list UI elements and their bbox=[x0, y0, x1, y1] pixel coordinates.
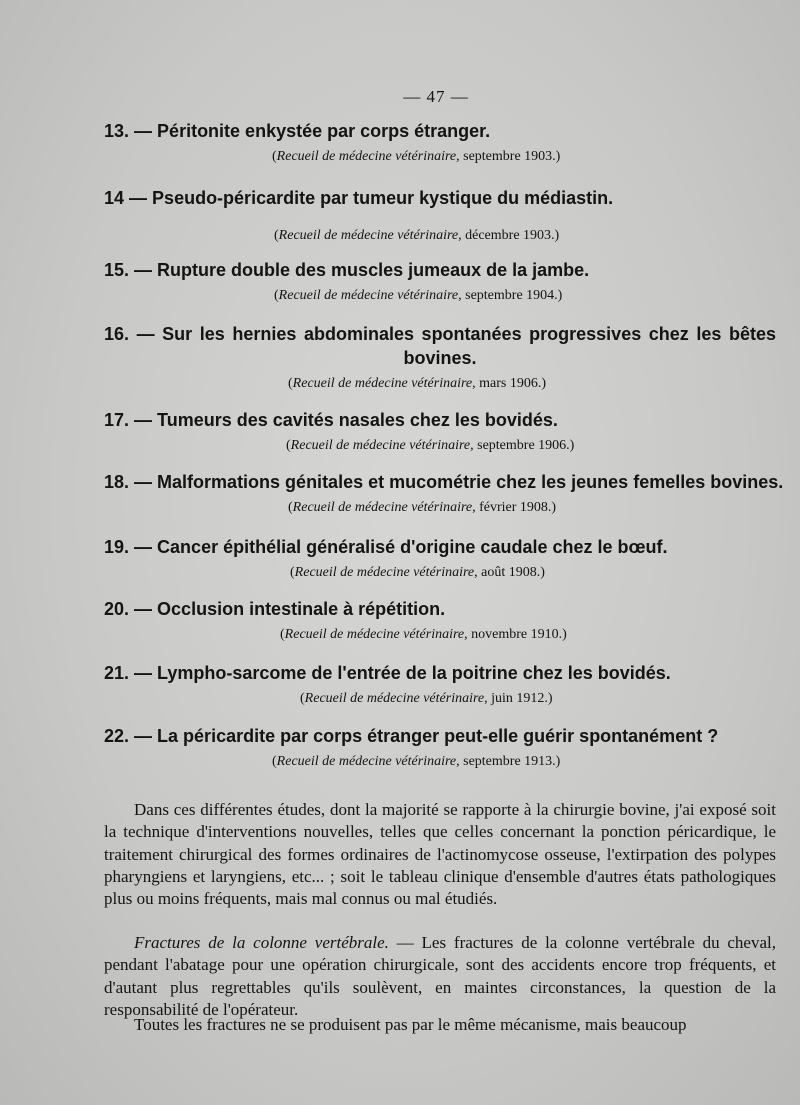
paragraph-continuation: Toutes les fractures ne se produisent pas par le même mécanisme, mais beaucoup bbox=[134, 1015, 687, 1034]
bibliography-entry-14 bbox=[104, 186, 776, 246]
entry-title bbox=[104, 535, 776, 559]
entry-source bbox=[104, 752, 776, 772]
journal-name: Recueil de médecine vétérinaire bbox=[304, 691, 485, 706]
source-date: , septembre 1903.) bbox=[456, 149, 561, 164]
source-date: , juin 1912.) bbox=[484, 691, 553, 706]
source-date: , septembre 1904.) bbox=[458, 288, 563, 303]
entry-source bbox=[104, 563, 776, 583]
journal-name: Recueil de médecine vétérinaire bbox=[290, 438, 471, 453]
entry-source bbox=[104, 689, 776, 709]
entry-title-text: — Cancer épithélial généralisé d'origine caudale chez le bœuf. bbox=[134, 537, 668, 557]
entry-source bbox=[104, 286, 776, 306]
entry-source bbox=[104, 226, 776, 246]
journal-name: Recueil de médecine vétérinaire bbox=[276, 754, 457, 769]
entry-title bbox=[104, 597, 776, 621]
source-date: , août 1908.) bbox=[474, 565, 545, 580]
paragraph-summary: Dans ces différentes études, dont la majorité se rapporte à la chirurgie bovine, j'ai exposé soit la technique d'interventions nouvelles, telles que celles concernant la ponction péricardique, le traitement chirurgical des formes ordinaires de l'actinomycose osseuse, l'extirpation des polypes pharyngiens et laryngiens, etc... ; soit le tableau clinique d'ensemble d'autres états pathologiques plus ou moins fréquents, mais mal connus ou mal étudiés. bbox=[104, 800, 776, 909]
source-paren: ( bbox=[288, 376, 293, 391]
entry-source bbox=[104, 374, 776, 394]
bibliography-entry-20 bbox=[104, 597, 776, 645]
paragraph-fractures-text: — Les fractures de la colonne vertébrale du cheval, pendant l'abatage pour une opération chirurgicale, sont des accidents encore trop fréquents, et d'autant plus regrettables qu'ils soulèvent, en maintes circonstances, la question de la responsabilité de l'opérateur. bbox=[104, 933, 776, 1019]
entry-title-text: — Occlusion intestinale à répétition. bbox=[134, 599, 446, 619]
entry-title-text: — Rupture double des muscles jumeaux de la jambe. bbox=[134, 260, 590, 280]
entry-title bbox=[104, 119, 776, 143]
bibliography-entry-16 bbox=[104, 322, 776, 394]
source-paren: ( bbox=[288, 500, 293, 515]
journal-name: Recueil de médecine vétérinaire bbox=[276, 149, 457, 164]
source-date: , novembre 1910.) bbox=[464, 627, 567, 642]
entry-title-text: — Pseudo-péricardite par tumeur kystique du médiastin. bbox=[129, 188, 614, 208]
entry-title bbox=[104, 661, 776, 685]
entry-source bbox=[104, 436, 776, 456]
source-date: , septembre 1906.) bbox=[470, 438, 575, 453]
entry-number: 18. bbox=[104, 472, 130, 492]
entry-number: 19. bbox=[104, 537, 130, 557]
entry-source bbox=[104, 498, 776, 518]
source-paren: ( bbox=[280, 627, 285, 642]
source-date: , septembre 1913.) bbox=[456, 754, 561, 769]
journal-name: Recueil de médecine vétérinaire bbox=[294, 565, 475, 580]
entry-title bbox=[104, 724, 776, 748]
entry-number: 16. bbox=[104, 324, 130, 344]
journal-name: Recueil de médecine vétérinaire bbox=[292, 500, 473, 515]
entry-number: 22. bbox=[104, 726, 130, 746]
entry-title-text: — La péricardite par corps étranger peut-elle guérir spontanément ? bbox=[134, 726, 719, 746]
entry-number: 21. bbox=[104, 663, 130, 683]
entry-title bbox=[104, 408, 776, 432]
entry-title bbox=[104, 186, 776, 210]
entry-title bbox=[104, 322, 776, 370]
journal-name: Recueil de médecine vétérinaire bbox=[278, 228, 459, 243]
entry-source bbox=[104, 625, 776, 645]
entry-number: 14 bbox=[104, 188, 125, 208]
source-paren: ( bbox=[286, 438, 291, 453]
entry-number: 17. bbox=[104, 410, 130, 430]
paragraph-fractures bbox=[104, 932, 776, 1021]
source-paren: ( bbox=[272, 149, 277, 164]
source-paren: ( bbox=[290, 565, 295, 580]
source-paren: ( bbox=[274, 288, 279, 303]
source-paren: ( bbox=[300, 691, 305, 706]
entry-source bbox=[104, 147, 776, 167]
source-date: , mars 1906.) bbox=[472, 376, 547, 391]
entry-number: 20. bbox=[104, 599, 130, 619]
entry-number: 15. bbox=[104, 260, 130, 280]
journal-name: Recueil de médecine vétérinaire bbox=[278, 288, 459, 303]
source-date: , décembre 1903.) bbox=[458, 228, 560, 243]
bibliography-entry-21 bbox=[104, 661, 776, 709]
entry-title bbox=[104, 470, 784, 494]
entry-title bbox=[104, 258, 776, 282]
entry-title-text: — Malformations génitales et mucométrie chez les jeunes femelles bovines. bbox=[134, 472, 784, 492]
source-paren: ( bbox=[272, 754, 277, 769]
bibliography-entry-17 bbox=[104, 408, 776, 456]
entry-title-text: — Tumeurs des cavités nasales chez les bovidés. bbox=[134, 410, 558, 430]
page-number: — 47 — bbox=[403, 87, 469, 106]
journal-name: Recueil de médecine vétérinaire bbox=[284, 627, 465, 642]
entry-number: 13. bbox=[104, 121, 130, 141]
source-date: , février 1908.) bbox=[472, 500, 557, 515]
bibliography-entry-13 bbox=[104, 119, 776, 167]
entry-title-text: — Lympho-sarcome de l'entrée de la poitrine chez les bovidés. bbox=[134, 663, 671, 683]
entry-title-text: — Sur les hernies abdominales spontanées progressives chez les bêtes bovines. bbox=[136, 324, 776, 368]
source-paren: ( bbox=[274, 228, 279, 243]
bibliography-entry-15 bbox=[104, 258, 776, 306]
journal-name: Recueil de médecine vétérinaire bbox=[292, 376, 473, 391]
bibliography-entry-22 bbox=[104, 724, 776, 772]
entry-title-text: — Péritonite enkystée par corps étranger. bbox=[134, 121, 491, 141]
bibliography-entry-19 bbox=[104, 535, 776, 583]
section-heading: Fractures de la colonne vertébrale. bbox=[134, 933, 389, 952]
bibliography-entry-18 bbox=[104, 470, 784, 518]
